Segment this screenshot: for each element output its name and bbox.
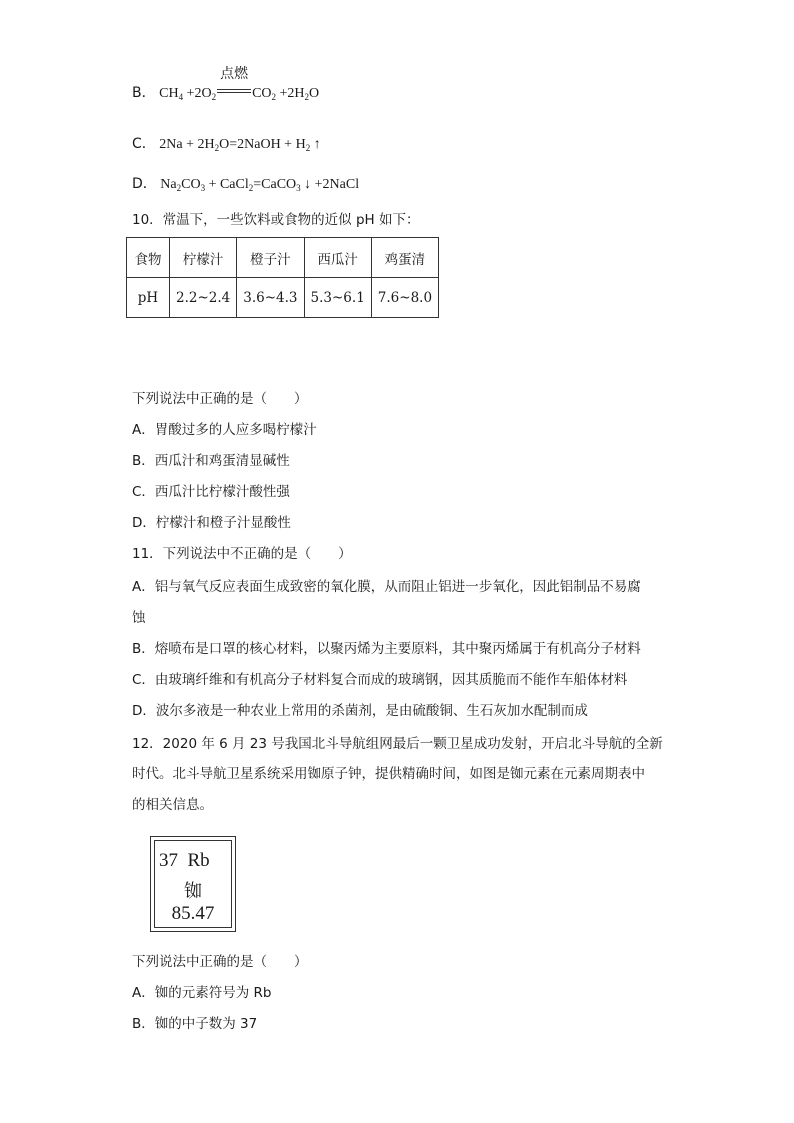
option-label: B． [132, 85, 156, 101]
q12-option-a: A．铷的元素符号为 Rb [132, 985, 272, 1001]
option-label: C． [132, 136, 156, 152]
q11-option-d: D．波尔多液是一种农业上常用的杀菌剂，是由硫酸铜、生石灰加水配制而成 [132, 703, 588, 719]
q9-option-c [132, 137, 321, 152]
table-header-row [127, 238, 439, 278]
table-cell: 2.2~2.4 [170, 278, 237, 318]
atomic-number: 37 [159, 850, 178, 871]
q10-option-c: C．西瓜汁比柠檬汁酸性强 [132, 484, 290, 500]
table-header-cell: 柠檬汁 [170, 238, 237, 278]
q12-stem-line3: 的相关信息。 [132, 797, 213, 813]
q12-stem-line1: 12．2020 年 6 月 23 号我国北斗导航组网最后一颗卫星成功发射，开启北斗导航的全新 [132, 736, 663, 752]
table-row [127, 278, 439, 318]
q12-stem-line2: 时代。北斗导航卫星系统采用铷原子钟，提供精确时间，如图是铷元素在元素周期表中 [132, 766, 645, 782]
table-header-cell: 西瓜汁 [304, 238, 371, 278]
element-symbol: Rb [187, 850, 210, 871]
atomic-mass: 85.47 [171, 903, 215, 924]
q9-option-d [132, 177, 359, 192]
equation-products: $CO_2 +2H_2O$ [252, 86, 320, 102]
q10-stem: 10．常温下，一些饮料或食物的近似 pH 如下： [132, 212, 420, 228]
q10-prompt: 下列说法中正确的是（ ） [132, 391, 308, 407]
option-label: D． [132, 176, 157, 192]
q11-stem: 11．下列说法中不正确的是（ ） [132, 546, 352, 562]
q11-option-b: B．熔喷布是口罩的核心材料，以聚丙烯为主要原料，其中聚丙烯属于有机高分子材料 [132, 641, 641, 657]
q10-option-b: B．西瓜汁和鸡蛋清显碱性 [132, 453, 290, 469]
condition-text: 点燃 [220, 66, 249, 82]
equation: $2Na + 2H_2O=2NaOH + H_2$ ↑ [159, 137, 321, 153]
table-cell: pH [127, 278, 170, 318]
element-card [150, 836, 236, 932]
q11-option-c: C．由玻璃纤维和有机高分子材料复合而成的玻璃钢，因其质脆而不能作车船体材料 [132, 672, 628, 688]
table-header-cell: 橙子汁 [237, 238, 304, 278]
equation: $Na_2CO_3$ + CaCl$_2$=CaCO$_3$ ↓ +2NaCl [160, 177, 360, 193]
q11-option-a-line1: A．铝与氧气反应表面生成致密的氧化膜，从而阻止铝进一步氧化，因此铝制品不易腐 [132, 579, 641, 595]
table-header-cell: 食物 [127, 238, 170, 278]
equation-reactants: $CH_4 +2O_2$ [159, 86, 217, 102]
q9-option-b [132, 66, 320, 102]
q10-option-d: D．柠檬汁和橙子汁显酸性 [132, 515, 291, 531]
q12-option-b: B．铷的中子数为 37 [132, 1016, 258, 1032]
reaction-condition [217, 66, 251, 98]
q12-prompt: 下列说法中正确的是（ ） [132, 954, 308, 970]
q10-option-a: A．胃酸过多的人应多喝柠檬汁 [132, 422, 317, 438]
ph-table [126, 237, 439, 318]
table-cell: 5.3~6.1 [304, 278, 371, 318]
q11-option-a-line2: 蚀 [132, 610, 146, 626]
table-cell: 7.6~8.0 [371, 278, 438, 318]
element-name: 铷 [184, 881, 202, 902]
element-number-symbol [159, 850, 210, 872]
table-cell: 3.6~4.3 [237, 278, 304, 318]
table-header-cell: 鸡蛋清 [371, 238, 438, 278]
